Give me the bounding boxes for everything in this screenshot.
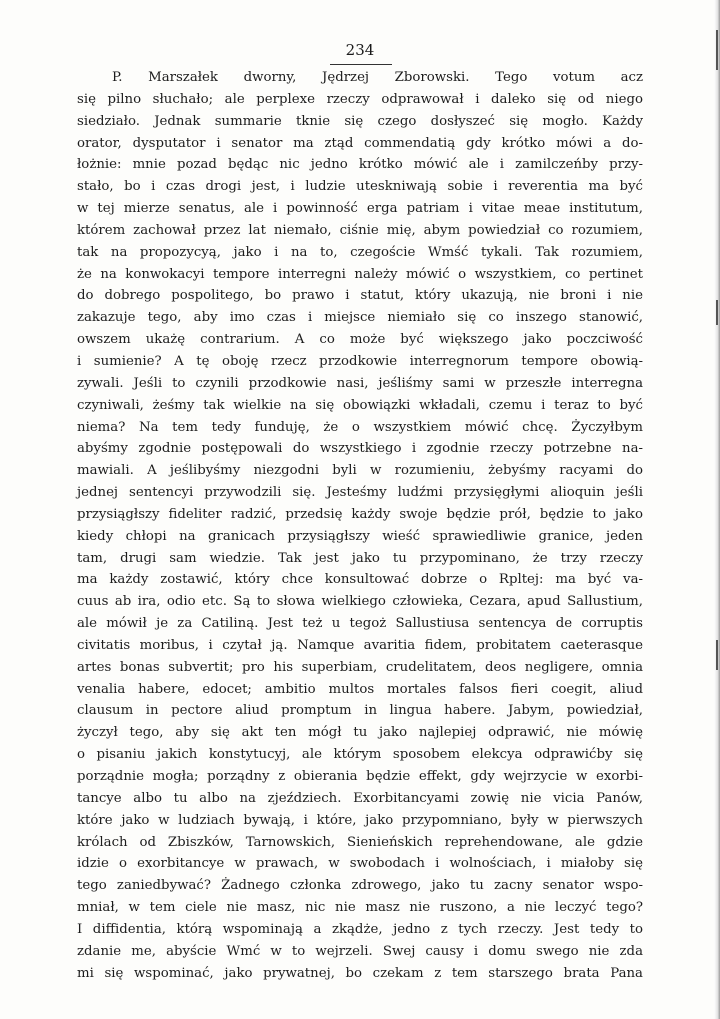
- text-line: i sumienie? A tę oboję rzecz przodkowie interregnorum tempore obowią-: [77, 353, 643, 369]
- text-line: owszem ukażę contrarium. A co może być większego jako poczciwość: [77, 332, 643, 348]
- text-line: venalia habere, edocet; ambitio multos mortales falsos fieri coegit, aliud: [77, 681, 643, 697]
- text-line: orator, dysputator i senator ma ztąd commendatią gdy krótko mówi a do-: [77, 135, 643, 151]
- text-line: stało, bo i czas drogi jest, i ludzie utesknіwają sobie i reverentia ma być: [77, 179, 643, 195]
- page-number-rule: [330, 64, 392, 65]
- text-line: ma każdy zostawić, który chce konsultować dobrze o Rpltej: ma być va-: [77, 572, 643, 588]
- text-line: się pilno słuchało; ale perplexe rzeczy odprawował i daleko się od niego: [77, 91, 643, 107]
- text-line: zywali. Jeśli to czynili przodkowie nasi, jeśliśmy sami w przeszłe interregna: [77, 375, 643, 391]
- text-line: mawiali. A jeślibyśmy niezgodni byli w rozumieniu, żebyśmy racyami do: [77, 463, 643, 479]
- text-line: przysiągłszy fideliter radzić, przedsię każdy swoje będzie prół, będzie to jako: [77, 506, 643, 522]
- text-line: życzył tego, aby się akt ten mógł tu jako najlepiej odprawić, nie mówię: [77, 725, 643, 741]
- text-line: łożnie: mnie pozad będąc nic jedno krótko mówić ale i zamilczeńby przy-: [77, 157, 643, 173]
- text-line: tancye albo tu albo na zjeździech. Exorbitancyami zowię nie vicia Panów,: [77, 790, 643, 806]
- page-edge-speck: [716, 640, 718, 670]
- page-edge-speck: [716, 300, 718, 325]
- text-line: tego zaniedbywać? Żadnego członka zdrowego, jako tu zacny senator wspo-: [77, 878, 643, 894]
- page-edge-speck: [716, 30, 718, 70]
- text-line: królach od Zbiszków, Tarnowskich, Sienieńskich reprehendowane, ale gdzie: [77, 834, 643, 850]
- text-line: I diffidentia, którą wspominają a zkądże, jedno z tych rzeczy. Jest tedy to: [77, 921, 643, 937]
- text-line: civitatis moribus, i czytał ją. Namque avaritia fidem, probitatem caeterasque: [77, 637, 643, 653]
- text-line: idzie o exorbitancye w prawach, w swobodach i wolnościach, i miałoby się: [77, 856, 643, 872]
- page-edge-shadow: [714, 0, 720, 1019]
- text-line: ale mówił je za Catiliną. Jest też u tegoż Sallustiusa sentencya de corruptis: [77, 616, 643, 632]
- text-line: niema? Na tem tedy funduję, że o wszystkiem mówić chcę. Życzyłbym: [77, 419, 643, 435]
- text-line: że na konwokacyi tempore interregni należy mówić o wszystkiem, co pertinet: [77, 266, 643, 282]
- text-line: clausum in pectore aliud promptum in lingua habere. Jabym, powiedział,: [77, 703, 643, 719]
- text-line: artes bonas subvertit; pro his superbiam, crudelitatem, deos negligere, omnia: [77, 659, 643, 675]
- text-line: porządnie mogła; porządny z obierania będzie effekt, gdy wejrzycie w exorbi-: [77, 769, 643, 784]
- body-text: [77, 67, 643, 984]
- text-line: zakazuje tego, aby imo czas i miejsce niemiało się co inszego stanowić,: [77, 310, 643, 326]
- text-line: które jako w ludziach bywają, i które, jako przypomniano, były w pierwszych: [77, 812, 643, 828]
- text-line: o pisaniu jakich konstytucyj, ale którym sposobem elekcya odprawićby się: [77, 747, 643, 763]
- text-line: w tej mierze senatus, ale i powinność erga patriam i vitae meae institutum,: [77, 201, 643, 217]
- text-line: mi się wspominać, jako prywatnej, bo czekam z tem starszego brata Pana: [77, 965, 643, 981]
- text-line: tak na propozycyą, jako i na to, czegoście Wmść tykali. Tak rozumiem,: [77, 244, 643, 260]
- text-line: siedziało. Jednak summarie tknie się czego dosłyszeć się mogło. Każdy: [77, 113, 643, 129]
- text-line: abyśmy zgodnie postępowali do wszystkiego i zgodnie rzeczy potrzebne na-: [77, 441, 643, 457]
- text-line: do dobrego pospolitego, bo prawo i statut, który ukazują, nie broni i nie: [77, 288, 643, 304]
- text-line: czyniwali, żeśmy tak wielkie na się obowiązki wkładali, czemu i teraz to być: [77, 397, 643, 413]
- text-line: tam, drugi sam wiedzie. Tak jest jako tu przypominano, że trzy rzeczy: [77, 550, 643, 566]
- page-number: 234: [345, 41, 375, 59]
- text-line: kiedy chłopi na granicach przysiągłszy wieść sprawiedliwie granice, jeden: [77, 528, 643, 544]
- text-line: zdanie me, abyście Wmć w to wejrzeli. Swej causy i domu swego nie zda: [77, 943, 643, 959]
- text-line: jednej sentencyi przywodzili się. Jesteśmy ludźmi przysięgłymi alioquin jeśli: [77, 485, 643, 501]
- text-line: cuus ab ira, odio etc. Są to słowa wielkiego człowieka, Cezara, apud Sallustium,: [77, 594, 643, 610]
- text-line: którem zachował przez lat niemało, ciśnie mię, abym powiedział co rozumiem,: [77, 222, 643, 238]
- text-line: P. Marszałek dworny, Jędrzej Zborowski. Tego votum acz: [112, 70, 643, 85]
- text-line: mniał, w tem ciele nie masz, nic nie masz nie ruszono, a nie leczyć tego?: [77, 900, 643, 916]
